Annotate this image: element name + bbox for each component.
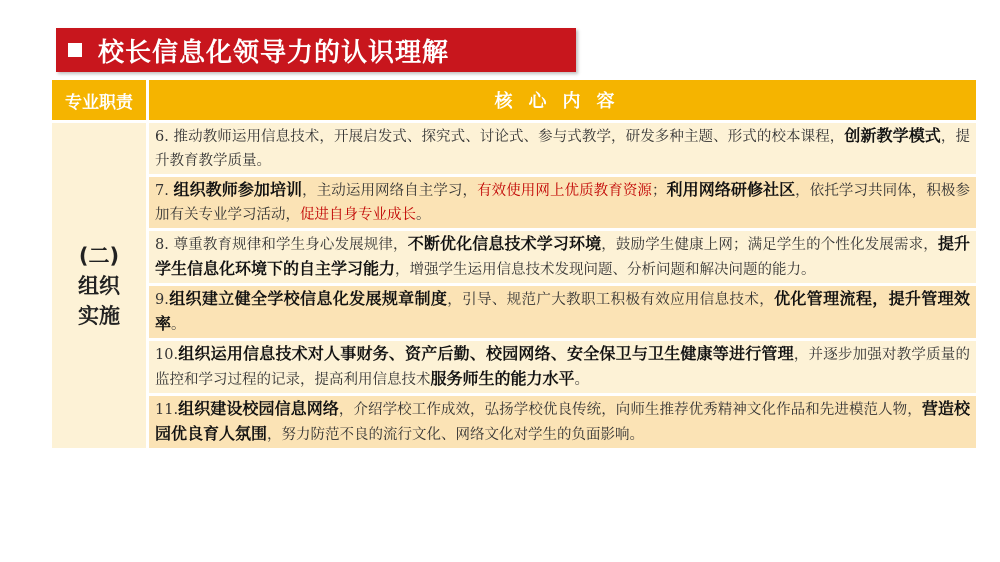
body-text: 6. 推动教师运用信息技术，开展启发式、探究式、讨论式、参与式教学，研发多种主题、形式的校本课程， — [155, 129, 845, 145]
highlight-text: 有效使用网上优质教育资源 — [477, 183, 652, 199]
table-row — [149, 231, 976, 283]
body-text: ，并逐步加强对 — [793, 347, 897, 363]
bold-text: 组织建设校园信息网络 — [178, 399, 339, 418]
bold-text: 不断优化信息技术学习环境 — [407, 234, 602, 253]
body-text: ； — [651, 183, 667, 199]
table-row — [149, 123, 976, 174]
bold-text: 营造校园优良育人氛围 — [155, 399, 970, 443]
role-line-3: 实施 — [78, 303, 120, 328]
role-line-2: 组织 — [78, 273, 120, 298]
bold-text: 服务师生的能力水平 — [430, 369, 575, 388]
body-text: 。 — [171, 317, 186, 333]
body-text: 9. — [155, 292, 169, 308]
slide-title-bar — [56, 28, 576, 72]
header-responsibility: 专业职责 — [52, 80, 146, 120]
square-bullet-icon — [68, 43, 82, 57]
body-text: 8. 尊重教育规律和学生身心发展规律， — [155, 237, 408, 253]
bold-text: 优化管理流程，提升管理效率 — [155, 289, 970, 333]
body-text: 教学质量的监控和学习过程的记录 — [155, 347, 970, 388]
table-row — [149, 177, 976, 228]
body-text: ，介绍学校工作成效，弘扬学校优良传统，向师生推荐优秀精神文化作品和先进模范人物， — [338, 402, 922, 418]
content-rows — [149, 123, 976, 448]
highlight-text: 促进自身专业成长 — [300, 207, 416, 223]
body-text: 11. — [155, 402, 179, 418]
bold-text: 利用网络研修社区 — [666, 180, 796, 199]
body-text: 10. — [155, 347, 179, 363]
bold-text: 组织运用信息技术对人事财务、资产后勤、校园网络、安全保卫与卫生健康等进行管理 — [178, 344, 794, 363]
bold-text: 组织建立健全学校信息化发展规章制度 — [168, 289, 448, 308]
role-line-1: (二) — [78, 243, 120, 268]
body-text: ，增强学生运用信息技术发现问题、分析问题和解决问题的能力。 — [395, 262, 816, 278]
body-text: ，引导、规范广大教职工积极有效应用信息技术， — [447, 292, 775, 308]
role-cell — [52, 123, 146, 448]
table-body — [52, 123, 976, 448]
bold-text: 创新教学模式 — [844, 126, 941, 145]
body-text: 。 — [574, 372, 590, 388]
body-text: ，依托学习共同体，积极参加有关专业学习活动， — [155, 183, 971, 223]
content-table — [52, 80, 976, 448]
body-text: 7. — [155, 183, 174, 199]
bold-text: 提升学生信息化环境下的自主学习能力 — [155, 234, 970, 278]
table-row — [149, 286, 976, 338]
body-text: 。 — [416, 207, 431, 223]
table-header — [52, 80, 976, 120]
body-text: ，提高利用信息技术 — [300, 372, 431, 388]
table-row — [149, 341, 976, 393]
body-text: ，鼓励学生健康上网；满足学生的个性化发展需求， — [601, 237, 938, 253]
body-text: ，主动运用网络自主学习， — [302, 183, 478, 199]
bold-text: 组织教师参加培训 — [173, 180, 303, 199]
body-text: ，努力防范不良的流行文化、网络文化对学生的负面影响。 — [267, 427, 645, 443]
table-row — [149, 396, 976, 448]
slide-title: 校长信息化领导力的认识理解 — [98, 37, 450, 68]
header-core-content: 核心内容 — [149, 80, 976, 120]
body-text: ，提升教育教学质量。 — [155, 129, 970, 169]
role-label — [78, 241, 120, 331]
